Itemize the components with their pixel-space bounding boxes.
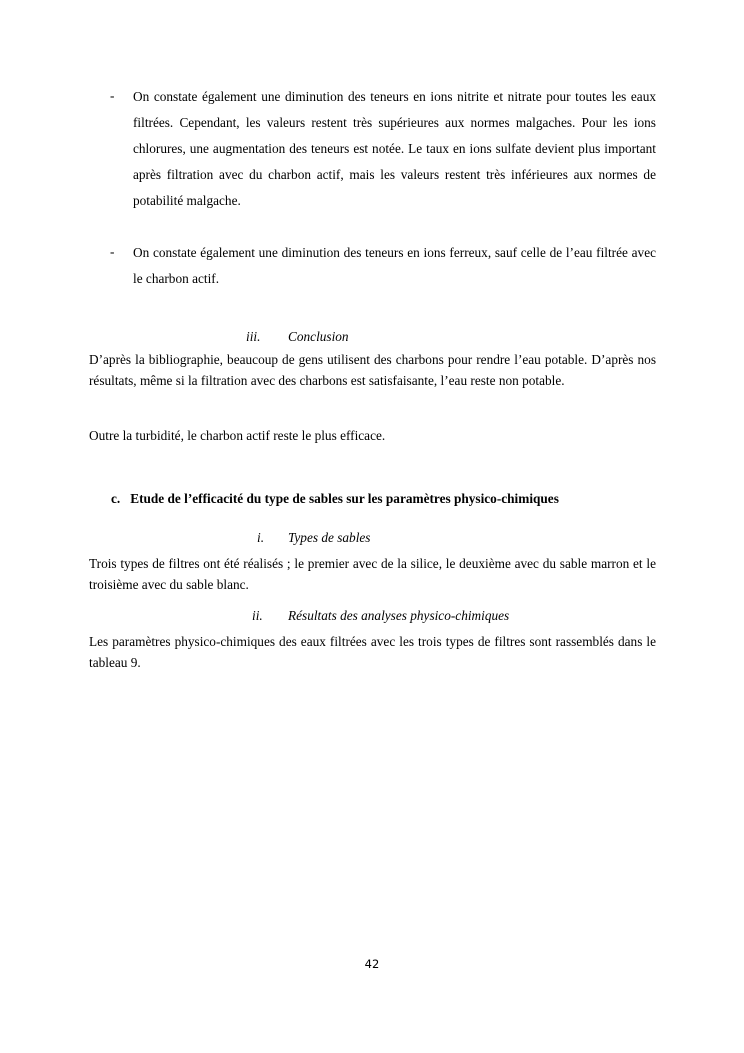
types-paragraph: Trois types de filtres ont été réalisés ; le premier avec de la silice, le deuxième avec du sable marron et le troisième avec du sable blanc. xyxy=(89,556,656,592)
bullet-dash: - xyxy=(110,88,115,103)
conclusion-paragraph-turbidity: Outre la turbidité, le charbon actif reste le plus efficace. xyxy=(89,428,386,443)
types-heading: Types de sables xyxy=(288,530,371,545)
conclusion-paragraph: D’après la bibliographie, beaucoup de gens utilisent des charbons pour rendre l’eau potable. D’après nos résultats, même si la filtration avec des charbons est satisfaisante, l’eau reste non potable. xyxy=(89,352,656,388)
results-heading: Résultats des analyses physico-chimiques xyxy=(288,608,510,623)
bullet-dash: - xyxy=(110,244,115,259)
page-number: 42 xyxy=(364,957,380,971)
types-number: i. xyxy=(257,530,265,545)
results-number: ii. xyxy=(252,608,263,623)
conclusion-heading: Conclusion xyxy=(288,329,349,344)
conclusion-number: iii. xyxy=(246,329,261,344)
results-paragraph: Les paramètres physico-chimiques des eaux filtrées avec les trois types de filtres sont rassemblés dans le tableau 9. xyxy=(89,634,656,670)
bullet-paragraph-ions-nitrite: On constate également une diminution des teneurs en ions nitrite et nitrate pour toutes les eaux filtrées. Cependant, les valeurs restent très supérieures aux normes malgaches. Pour les ions chlorures, une augmentation des teneurs est notée. Le taux en ions sulfate devient plus important après filtration avec du charbon actif, mais les valeurs restent très inférieures aux normes de potabilité malgache. xyxy=(133,89,656,208)
section-c-heading: c. Etude de l’efficacité du type de sables sur les paramètres physico-chimiques xyxy=(111,491,559,506)
bullet-paragraph-ions-ferreux: On constate également une diminution des teneurs en ions ferreux, sauf celle de l’eau filtrée avec le charbon actif. xyxy=(133,245,656,286)
